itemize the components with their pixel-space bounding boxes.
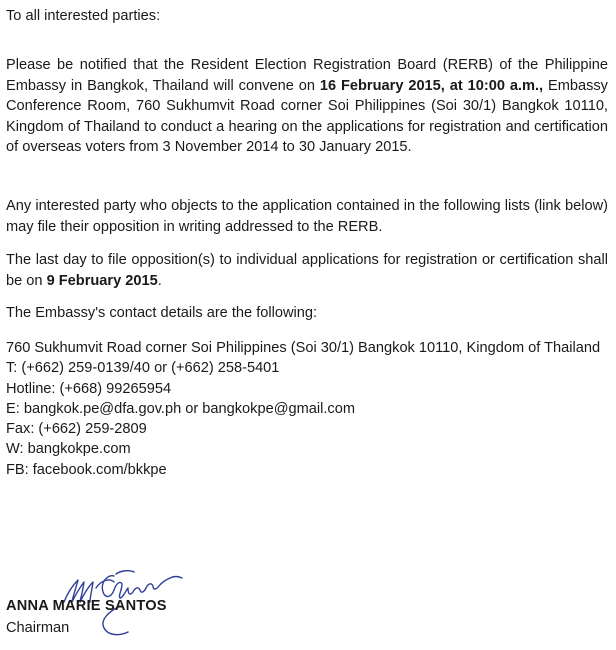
hearing-notice-text-1: Please be notified that the Resident Election Registration Board (RERB) of the Philippine Embassy in Bangkok, Thailand will convene on <box>6 57 608 94</box>
contact-facebook: FB: facebook.com/bkkpe <box>6 461 167 478</box>
contact-fax: Fax: (+662) 259-2809 <box>6 421 147 438</box>
paragraph-deadline <box>6 250 608 291</box>
hearing-date-time: 16 February 2015, at 10:00 a.m., <box>319 77 544 94</box>
contact-hotline: Hotline: (+668) 99265954 <box>6 380 172 397</box>
contact-email: E: bangkok.pe@dfa.gov.ph or bangkokpe@gmail.com <box>6 400 356 417</box>
paragraph-hearing-notice <box>6 55 608 158</box>
contact-details <box>6 338 608 480</box>
hearing-notice-text-2: Embassy Conference Room, 760 Sukhumvit Road corner Soi Philippines (Soi 30/1) Bangkok 10110, Kingdom of Thailand to conduct a hearing on the applications for registration and certification of overseas voters from 3 November 2014 to 30 January 2015. <box>6 77 608 155</box>
deadline-date: 9 February 2015 <box>46 272 158 289</box>
paragraph-opposition-info: Any interested party who objects to the application contained in the following lists (link below) may file their opposition in writing addressed to the RERB. <box>6 198 608 235</box>
contact-telephone: T: (+662) 259-0139/40 or (+662) 258-5401 <box>6 360 280 377</box>
deadline-text-1: The last day to file opposition(s) to individual applications for registration or certification shall be on <box>6 252 608 289</box>
contact-address: 760 Sukhumvit Road corner Soi Philippines (Soi 30/1) Bangkok 10110, Kingdom of Thailand <box>6 340 601 356</box>
paragraph-contact-intro: The Embassy's contact details are the following: <box>6 305 318 321</box>
greeting: To all interested parties: <box>6 8 161 24</box>
signature-block <box>6 566 266 650</box>
signer-title: Chairman <box>6 620 70 636</box>
signer-name: ANNA MARIE SANTOS <box>6 598 167 614</box>
deadline-text-2: . <box>157 272 162 289</box>
contact-website: W: bangkokpe.com <box>6 441 131 458</box>
